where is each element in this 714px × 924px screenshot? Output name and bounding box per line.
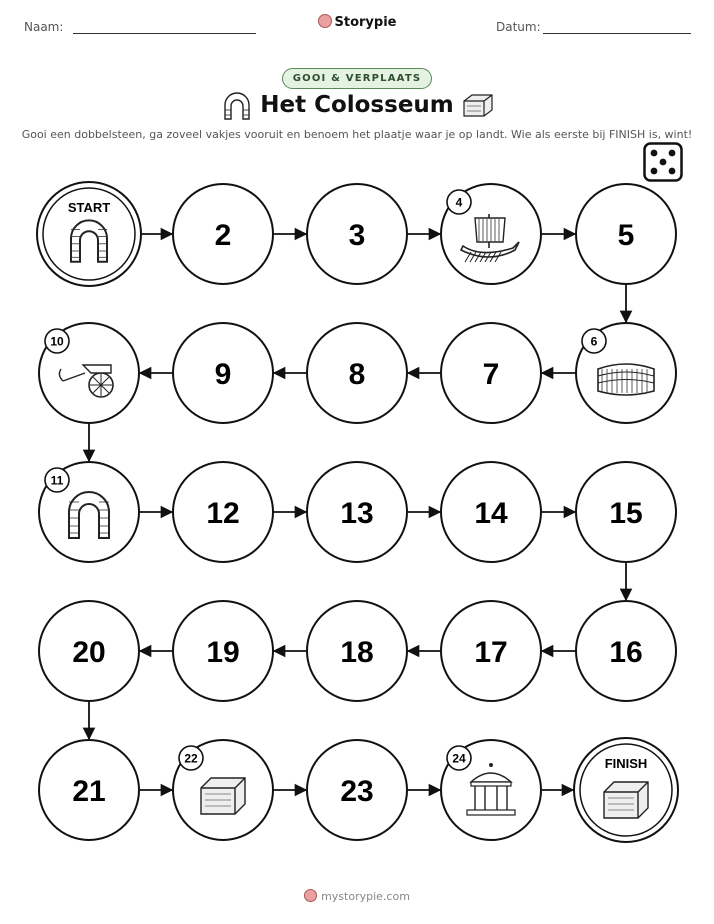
cell-11[interactable] (39, 462, 139, 562)
cell-number: 3 (348, 219, 366, 252)
cell-number: 18 (340, 636, 374, 669)
name-label: Naam: (24, 20, 64, 34)
cell-24[interactable] (441, 740, 541, 840)
cell-number: 7 (482, 358, 500, 391)
cell-number: 4 (455, 195, 463, 210)
page-title: Het Colosseum (260, 92, 454, 118)
cell-13[interactable] (307, 462, 407, 562)
date-label: Datum: (496, 20, 541, 34)
cell-18[interactable] (307, 601, 407, 701)
cell-6[interactable] (576, 323, 676, 423)
footer-url[interactable]: mystorypie.com (321, 890, 410, 903)
cell-number: 10 (50, 334, 64, 349)
cell-number: 20 (72, 636, 106, 669)
cell-number: 22 (184, 751, 198, 766)
cell-number: 24 (452, 751, 466, 766)
cell-3[interactable] (307, 184, 407, 284)
cell-2[interactable] (173, 184, 273, 284)
cell-5[interactable] (576, 184, 676, 284)
cell-4[interactable] (441, 184, 541, 284)
cell-number: 23 (340, 775, 374, 808)
cell-number: 9 (214, 358, 232, 391)
cell-number: 14 (474, 497, 508, 530)
cell-17[interactable] (441, 601, 541, 701)
cell-number: 5 (617, 219, 635, 252)
cell-7[interactable] (441, 323, 541, 423)
cell-number: 17 (474, 636, 508, 669)
cell-10[interactable] (39, 323, 139, 423)
cell-21[interactable] (39, 740, 139, 840)
cell-number: 8 (348, 358, 366, 391)
storypie-logo-icon (304, 889, 317, 902)
cell-finish[interactable] (574, 738, 678, 842)
cell-label: START (67, 200, 111, 215)
stone-block-icon (604, 782, 648, 818)
cell-19[interactable] (173, 601, 273, 701)
stone-block-icon (201, 778, 245, 814)
footer (0, 889, 714, 903)
cell-number: 16 (609, 636, 643, 669)
cell-label: FINISH (604, 756, 648, 771)
cell-number: 19 (206, 636, 240, 669)
cell-23[interactable] (307, 740, 407, 840)
cell-22[interactable] (173, 740, 273, 840)
cell-20[interactable] (39, 601, 139, 701)
cell-9[interactable] (173, 323, 273, 423)
cell-number: 15 (609, 497, 643, 530)
cell-number: 12 (206, 497, 240, 530)
cell-number: 6 (590, 334, 598, 349)
cell-number: 13 (340, 497, 374, 530)
cell-start[interactable] (37, 182, 141, 286)
cell-8[interactable] (307, 323, 407, 423)
cell-12[interactable] (173, 462, 273, 562)
cell-15[interactable] (576, 462, 676, 562)
cell-16[interactable] (576, 601, 676, 701)
cell-number: 11 (50, 473, 64, 488)
game-type-badge: GOOI & VERPLAATS (282, 68, 433, 89)
brand-name: Storypie (334, 15, 397, 30)
colosseum-icon (598, 364, 654, 395)
cell-number: 2 (214, 219, 232, 252)
instructions: Gooi een dobbelsteen, ga zoveel vakjes vooruit en benoem het plaatje waar je op landt. Wie als eerste bij FINISH is, wint! (21, 128, 693, 141)
cell-14[interactable] (441, 462, 541, 562)
cell-number: 21 (72, 775, 106, 808)
